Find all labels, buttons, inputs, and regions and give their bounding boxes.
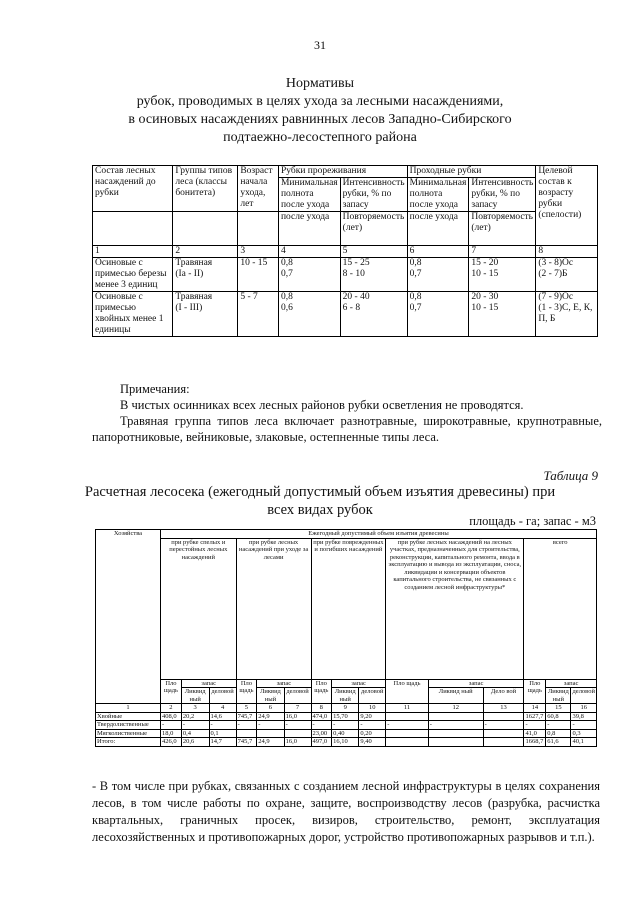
th-after-2: после ухода: [407, 212, 469, 246]
notes-heading: Примечания:: [120, 382, 190, 396]
cell-min-density-2: 0,8 0,7: [407, 258, 469, 292]
th-area: Пло щадь: [236, 679, 257, 704]
col-num: 6: [407, 246, 469, 258]
th-liquid: Ликвид ный: [181, 688, 209, 704]
cell: 23,00: [311, 729, 332, 738]
cell: 745,7: [236, 712, 257, 721]
col-num: 1: [93, 246, 173, 258]
th-business: деловой: [209, 688, 236, 704]
cell: -: [428, 721, 483, 730]
cell: [386, 738, 429, 747]
cell-min-density-2: 0,8 0,7: [407, 292, 469, 337]
cell: 40,1: [571, 738, 597, 747]
th-min-density: Минимальная полнота после ухода: [278, 178, 340, 212]
col-num: 7: [284, 704, 311, 713]
th-business: деловой: [359, 688, 386, 704]
th-liquid: Ликвид ный: [332, 688, 359, 704]
cell: 0,4: [181, 729, 209, 738]
th-repeat-2: Повторяемость (лет): [469, 212, 536, 246]
cell: Твердолиственные: [96, 721, 161, 730]
cell-groups: Травяная (I - III): [173, 292, 238, 337]
cell-min-density: 0,8 0,7: [278, 258, 340, 292]
th-min-density-2: Минимальная полнота после ухода: [407, 178, 469, 212]
cell-intensity: 15 - 25 8 - 10: [340, 258, 407, 292]
th-stock: запас: [428, 679, 524, 688]
cell-composition: Осиновые с примесью березы менее 3 единиц: [93, 258, 173, 292]
cell: 426,0: [161, 738, 182, 747]
th-business: деловой: [284, 688, 311, 704]
cell-composition: Осиновые с примесью хвойных менее 1 единицы: [93, 292, 173, 337]
cell: 60,8: [546, 712, 571, 721]
col-num: 2: [173, 246, 238, 258]
table-row: [96, 721, 597, 730]
th-intensity: Интенсивность рубки, % по запасу: [340, 178, 407, 212]
logging-table: [95, 529, 597, 747]
cell: [483, 738, 524, 747]
cell: [483, 729, 524, 738]
th-after-1: после ухода: [278, 212, 340, 246]
norms-table: [92, 165, 598, 337]
th-target: Целевой состав к возрасту рубки (спелости): [536, 166, 598, 246]
footnote: - В том числе при рубках, связанных с созданием лесной инфраструктуры в целях сохранения лесов, в том числе работы по охране, защите, воспроизводству лесов (разрубка, расчистка квартальных, граничных просек, визиров, строительство, ремонт, эксплуатация лесохозяйственных и противопожарных дорог, устройство противопожарных разрывов и т.п.).: [92, 779, 600, 844]
cell: 0,8: [546, 729, 571, 738]
cell-min-density: 0,8 0,6: [278, 292, 340, 337]
cell: 18,0: [161, 729, 182, 738]
th-area: Пло щадь: [524, 679, 546, 704]
cell: -: [311, 721, 332, 730]
col-num: 9: [332, 704, 359, 713]
th-area: Пло щадь: [161, 679, 182, 704]
col-num: 5: [236, 704, 257, 713]
title-line-3: в осиновых насаждениях равнинных лесов Западно-Сибирского: [128, 112, 512, 127]
col-num: 10: [359, 704, 386, 713]
th-stock: запас: [546, 679, 597, 688]
cell: -: [332, 721, 359, 730]
col-num: 16: [571, 704, 597, 713]
th-stock: запас: [181, 679, 236, 688]
cell: 474,0: [311, 712, 332, 721]
cell: -: [284, 721, 311, 730]
cell: 497,0: [311, 738, 332, 747]
col-num: 3: [181, 704, 209, 713]
th-passage: Проходные рубки: [407, 166, 536, 178]
cell: Хвойные: [96, 712, 161, 721]
title-line-1: Нормативы: [285, 76, 355, 91]
table-label: Таблица 9: [543, 468, 598, 483]
cell: -: [236, 721, 257, 730]
cell: 24,9: [257, 738, 284, 747]
cell: Мягколиственные: [96, 729, 161, 738]
th-groups: Группы типов леса (классы бонитета): [173, 166, 238, 212]
cell: 14,6: [209, 712, 236, 721]
cell-age: 10 - 15: [238, 258, 279, 292]
th-liquid: Ликвид ный: [546, 688, 571, 704]
cell-age: 5 - 7: [238, 292, 279, 337]
cell: -: [546, 721, 571, 730]
col-num: 2: [161, 704, 182, 713]
cell: 24,9: [257, 712, 284, 721]
title-line-4: подтаежно-лесостепного района: [223, 130, 417, 145]
cell: 16,0: [284, 712, 311, 721]
cell: 16,10: [332, 738, 359, 747]
th-age: Возраст начала ухода, лет: [238, 166, 279, 212]
th-business: деловой: [571, 688, 597, 704]
cell: [483, 712, 524, 721]
th-liquid: Ликвид ный: [428, 688, 483, 704]
col-num: 14: [524, 704, 546, 713]
th-group-construction: при рубке лесных насаждений на лесных участках, предназначенных для строительства, реконструкции, капитального ремонта, ввода в эксплуатацию и вывода из эксплуатации, сноса, ликвидации и консервации объектов капитального строительства, не связанных с созданием лесной инфраструктуры*: [386, 538, 524, 679]
cell: [428, 729, 483, 738]
cell: [236, 729, 257, 738]
note-1: В чистых осинниках всех лесных районов рубки осветления не проводятся.: [120, 398, 524, 412]
cell: 20,2: [181, 712, 209, 721]
cell: -: [483, 721, 524, 730]
table-title-line-2: всех видах рубок: [267, 502, 373, 518]
cell: [428, 712, 483, 721]
cell-intensity-2: 15 - 20 10 - 15: [469, 258, 536, 292]
col-num: 7: [469, 246, 536, 258]
cell: 41,0: [524, 729, 546, 738]
cell-target: (3 - 8)Ос (2 - 7)Б: [536, 258, 598, 292]
cell: 9,20: [359, 712, 386, 721]
th-stock: запас: [257, 679, 311, 688]
cell: -: [524, 721, 546, 730]
cell: -: [571, 721, 597, 730]
notes: [92, 381, 602, 445]
th-liquid: Ликвид ный: [257, 688, 284, 704]
cell-groups: Травяная (Iа - II): [173, 258, 238, 292]
th-farm: Хозяйства: [96, 530, 161, 704]
cell: [257, 729, 284, 738]
table-row: [96, 729, 597, 738]
column-numbers-row: [93, 246, 598, 258]
th-area: Пло щадь: [311, 679, 332, 704]
cell-target: (7 - 9)Ос (1 - 3)С, Е, К, П, Б: [536, 292, 598, 337]
col-num: 4: [209, 704, 236, 713]
col-num: 15: [546, 704, 571, 713]
col-num: 11: [386, 704, 429, 713]
col-num: 13: [483, 704, 524, 713]
cell: [284, 729, 311, 738]
col-num: 8: [536, 246, 598, 258]
cell: 14,7: [209, 738, 236, 747]
col-num: 6: [257, 704, 284, 713]
page-title: [0, 75, 640, 147]
title-line-2: рубок, проводимых в целях ухода за лесными насаждениями,: [136, 94, 504, 109]
cell: 745,7: [236, 738, 257, 747]
th-repeat-1: Повторяемость (лет): [340, 212, 407, 246]
cell: 0,3: [571, 729, 597, 738]
table-row: [96, 712, 597, 721]
cell: 1668,7: [524, 738, 546, 747]
cell: 9,40: [359, 738, 386, 747]
cell: 61,6: [546, 738, 571, 747]
table-row: [93, 292, 598, 337]
note-2: Травяная группа типов леса включает разнотравные, широкотравные, крупнотравные, папоротниковые, вейниковые, злаковые, остепненные типы леса.: [92, 414, 602, 444]
th-group-care: при рубке лесных насаждений при уходе за лесами: [236, 538, 311, 679]
units-note: площадь - га; запас - м3: [469, 514, 596, 528]
cell: 0,1: [209, 729, 236, 738]
th-intensity-2: Интенсивность рубки, % по запасу: [469, 178, 536, 212]
table-title-line-1: Расчетная лесосека (ежегодный допустимый объем изъятия древесины) при: [84, 484, 556, 500]
th-stock: запас: [332, 679, 386, 688]
cell: [386, 729, 429, 738]
cell: 0,20: [359, 729, 386, 738]
table-row: [93, 258, 598, 292]
cell-intensity-2: 20 - 30 10 - 15: [469, 292, 536, 337]
cell: -: [161, 721, 182, 730]
page-number: 31: [314, 38, 326, 52]
col-num: 4: [278, 246, 340, 258]
cell: -: [181, 721, 209, 730]
th-composition: Состав лесных насаждений до рубки: [93, 166, 173, 212]
col-num: 8: [311, 704, 332, 713]
cell: 20,6: [181, 738, 209, 747]
cell: [428, 738, 483, 747]
cell: 15,70: [332, 712, 359, 721]
cell: 1627,7: [524, 712, 546, 721]
th-annual: Ежегодный допустимый объем изъятия древесины: [161, 530, 597, 539]
cell: 39,8: [571, 712, 597, 721]
col-num: 5: [340, 246, 407, 258]
table-row-total: [96, 738, 597, 747]
cell: -: [257, 721, 284, 730]
col-num: 12: [428, 704, 483, 713]
cell-intensity: 20 - 40 6 - 8: [340, 292, 407, 337]
th-group-damaged: при рубке поврежденных и погибших насаждений: [311, 538, 386, 679]
th-business: Дело вой: [483, 688, 524, 704]
cell: 408,0: [161, 712, 182, 721]
col-num: 3: [238, 246, 279, 258]
col-num: 1: [96, 704, 161, 713]
th-group-total: всего: [524, 538, 597, 679]
cell: -: [386, 721, 429, 730]
th-area: Пло щадь: [386, 679, 429, 704]
th-thinning: Рубки прореживания: [278, 166, 407, 178]
column-numbers-row: [96, 704, 597, 713]
cell: -: [359, 721, 386, 730]
cell: 0,40: [332, 729, 359, 738]
cell: [386, 712, 429, 721]
cell: Итого:: [96, 738, 161, 747]
cell: 16,0: [284, 738, 311, 747]
cell: -: [209, 721, 236, 730]
th-group-mature: при рубке спелых и перестойных лесных насаждений: [161, 538, 237, 679]
